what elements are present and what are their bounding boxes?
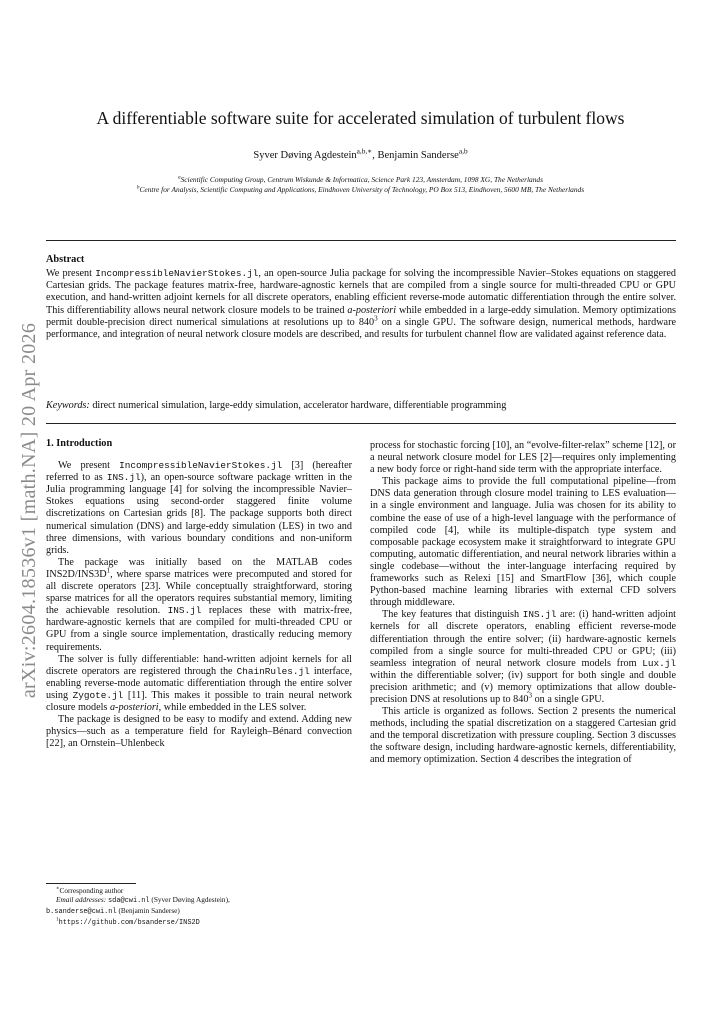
paragraph: The key features that distinguish INS.jl are: (i) hand-written adjoint kernels for all discrete operators, enabling efficient reverse-mode differentiation through the entire solver; (ii) hardware-agnostic kernels compiled from a single source for multi-threaded CPU or GPU; (iii) seamless integration of neural network closure models from Lux.jl within the differentiable solver; (iv) support for both single and double precision arithmetic; and (v) memory optimizations that allow double-precision DNS at resolutions up to $840^3$ on a single GPU. — [370, 609, 676, 705]
footnote-emails-cont: b.sanderse@cwi.nl (Benjamin Sanderse) — [46, 906, 180, 916]
footnote-mark: 1 — [106, 566, 111, 575]
keywords: Keywords: direct numerical simulation, large-eddy simulation, accelerator hardware, differentiable programming — [46, 400, 507, 411]
paragraph: This article is organized as follows. Section 2 presents the numerical methods, including the spatial discretization on a staggered Cartesian grid and the temporal discretization with pressure coupling. Section 3 discusses the software design, including hardware-agnostic kernels, differentiability, and memory optimization. Section 4 describes the integration of — [370, 706, 676, 766]
keywords-label: Keywords: — [46, 400, 90, 411]
bottom-rule — [46, 423, 676, 424]
arxiv-stamp — [12, 322, 48, 698]
paragraph: This package aims to provide the full computational pipeline—from DNS data generation through closure model training to LES evaluation—in a single environment and language. Julia was chosen for its ability to combine the ease of use of a high-level language with the performance of compiled code [4], while its multiple-dispatch type system and composable package ecosystem make it straightforward to integrate GPU computing, automatic differentiation, and neural network libraries within a single codebase—without the inter-language interfacing required by frameworks such as Relexi [15] and SmartFlow [36], which couple Python-based machine learning libraries with external CFD solvers through middleware. — [370, 476, 676, 609]
footnote-emails: Email addresses: sda@cwi.nl (Syver Døving Agdestein), — [56, 895, 230, 905]
paragraph: We present IncompressibleNavierStokes.jl [3] (hereafter referred to as INS.jl), an open-source software package written in the Julia programming language [4] for solving the incompressible Navier–Stokes equations using second-order staggered finite volume discretizations on Cartesian grids [8]. The package supports both direct numerical simulation (DNS) and large-eddy simulation (LES) in two and three dimensions, with various boundary conditions and non-uniform grids. — [46, 460, 353, 556]
affiliation: $^b$Centre for Analysis, Scientific Computing and Applications, Eindhoven University of Technology, PO Box 513, Eindhoven, 5600 MB, The Netherlands — [136, 184, 585, 194]
abstract-heading: Abstract — [46, 254, 85, 265]
footnote-url[interactable]: https://github.com/bsanderse/INS2D — [58, 919, 200, 927]
paper-title: A differentiable software suite for accelerated simulation of turbulent flows — [96, 108, 625, 128]
top-rule — [46, 240, 676, 241]
author-name: Benjamin Sanderse — [377, 150, 459, 161]
author-name: Syver Døving Agdestein — [253, 150, 357, 161]
paragraph: The package was initially based on the MATLAB codes $INS2D/INS3D^1$, where sparse matrices were precomputed and stored for all discrete operators [23]. While conceptually straightforward, storing sparse matrices for all the operators requires substantial memory, limiting the achievable resolution. INS.jl replaces these with matrix-free, hardware-agnostic kernels that are compiled for multi-threaded CPU or GPU from a single source implementation, drastically reducing memory requirements. — [46, 556, 352, 653]
email-link[interactable]: sda@cwi.nl — [108, 897, 150, 905]
author-mark: a,b — [458, 146, 468, 156]
affiliation: $^a$Scientific Computing Group, Centrum Wiskunde & Informatica, Science Park 123, Amsterdam, 1098 XG, The Netherlands — [177, 174, 544, 184]
footnotes — [46, 886, 352, 928]
paragraph: The solver is fully differentiable: hand-written adjoint kernels for all discrete operators are registered through the ChainRules.jl interface, enabling reverse-mode automatic differentiation through the entire solver using Zygote.jl [11]. This makes it possible to train neural network closure models a-posteriori, while embedded in the LES solver. — [46, 653, 353, 713]
left-column — [46, 438, 352, 750]
abstract-text: We present IncompressibleNavierStokes.jl, an open-source Julia package for solving the incompressible Navier–Stokes equations on staggered Cartesian grids. The package features matrix-free, hardware-agnostic kernels that are compiled from a single source for multi-threaded CPU or GPU execution, and hand-written adjoint kernels for all discrete operators, enabling efficient reverse-mode automatic differentiation through the entire solver. This differentiability allows neural network closure models to be trained a-posteriori while embedded in a large-eddy simulation. Memory optimizations permit double-precision direct numerical simulations at resolutions up to $840^3$ on a single GPU. The software design, numerical methods, hardware performance, and integration of neural network closure models are described, and results for turbulent channel flow are validated against reference data. — [46, 268, 677, 341]
paragraph: The package is designed to be easy to modify and extend. Adding new physics—such as a temperature field for Rayleigh–Bénard convection [22], an Ornstein–Uhlenbeck — [46, 714, 352, 750]
author-mark: a,b,∗ — [356, 146, 373, 156]
footnote-1: $^1$https://github.com/bsanderse/INS2D — [56, 916, 200, 927]
footnote-rule — [46, 883, 136, 884]
email-link[interactable]: b.sanderse@cwi.nl — [46, 908, 117, 916]
author-list: Syver Døving Agdestein$^{a,b,∗}$, Benjamin Sanderse$^{a,b}$ — [253, 146, 468, 161]
paragraph: process for stochastic forcing [10], an “evolve-filter-relax” scheme [12], or a neural network closure model for LES [2]—requires only implementing a new body force or right-hand side term with the appropriate interface. — [370, 440, 676, 476]
arxiv-id: arXiv:2604.18536v1 [math.NA] 20 Apr 2026 — [18, 322, 41, 698]
right-column — [370, 440, 676, 767]
footnote-corresponding: ∗Corresponding author — [56, 885, 124, 895]
section-heading: 1. Introduction — [46, 438, 113, 449]
